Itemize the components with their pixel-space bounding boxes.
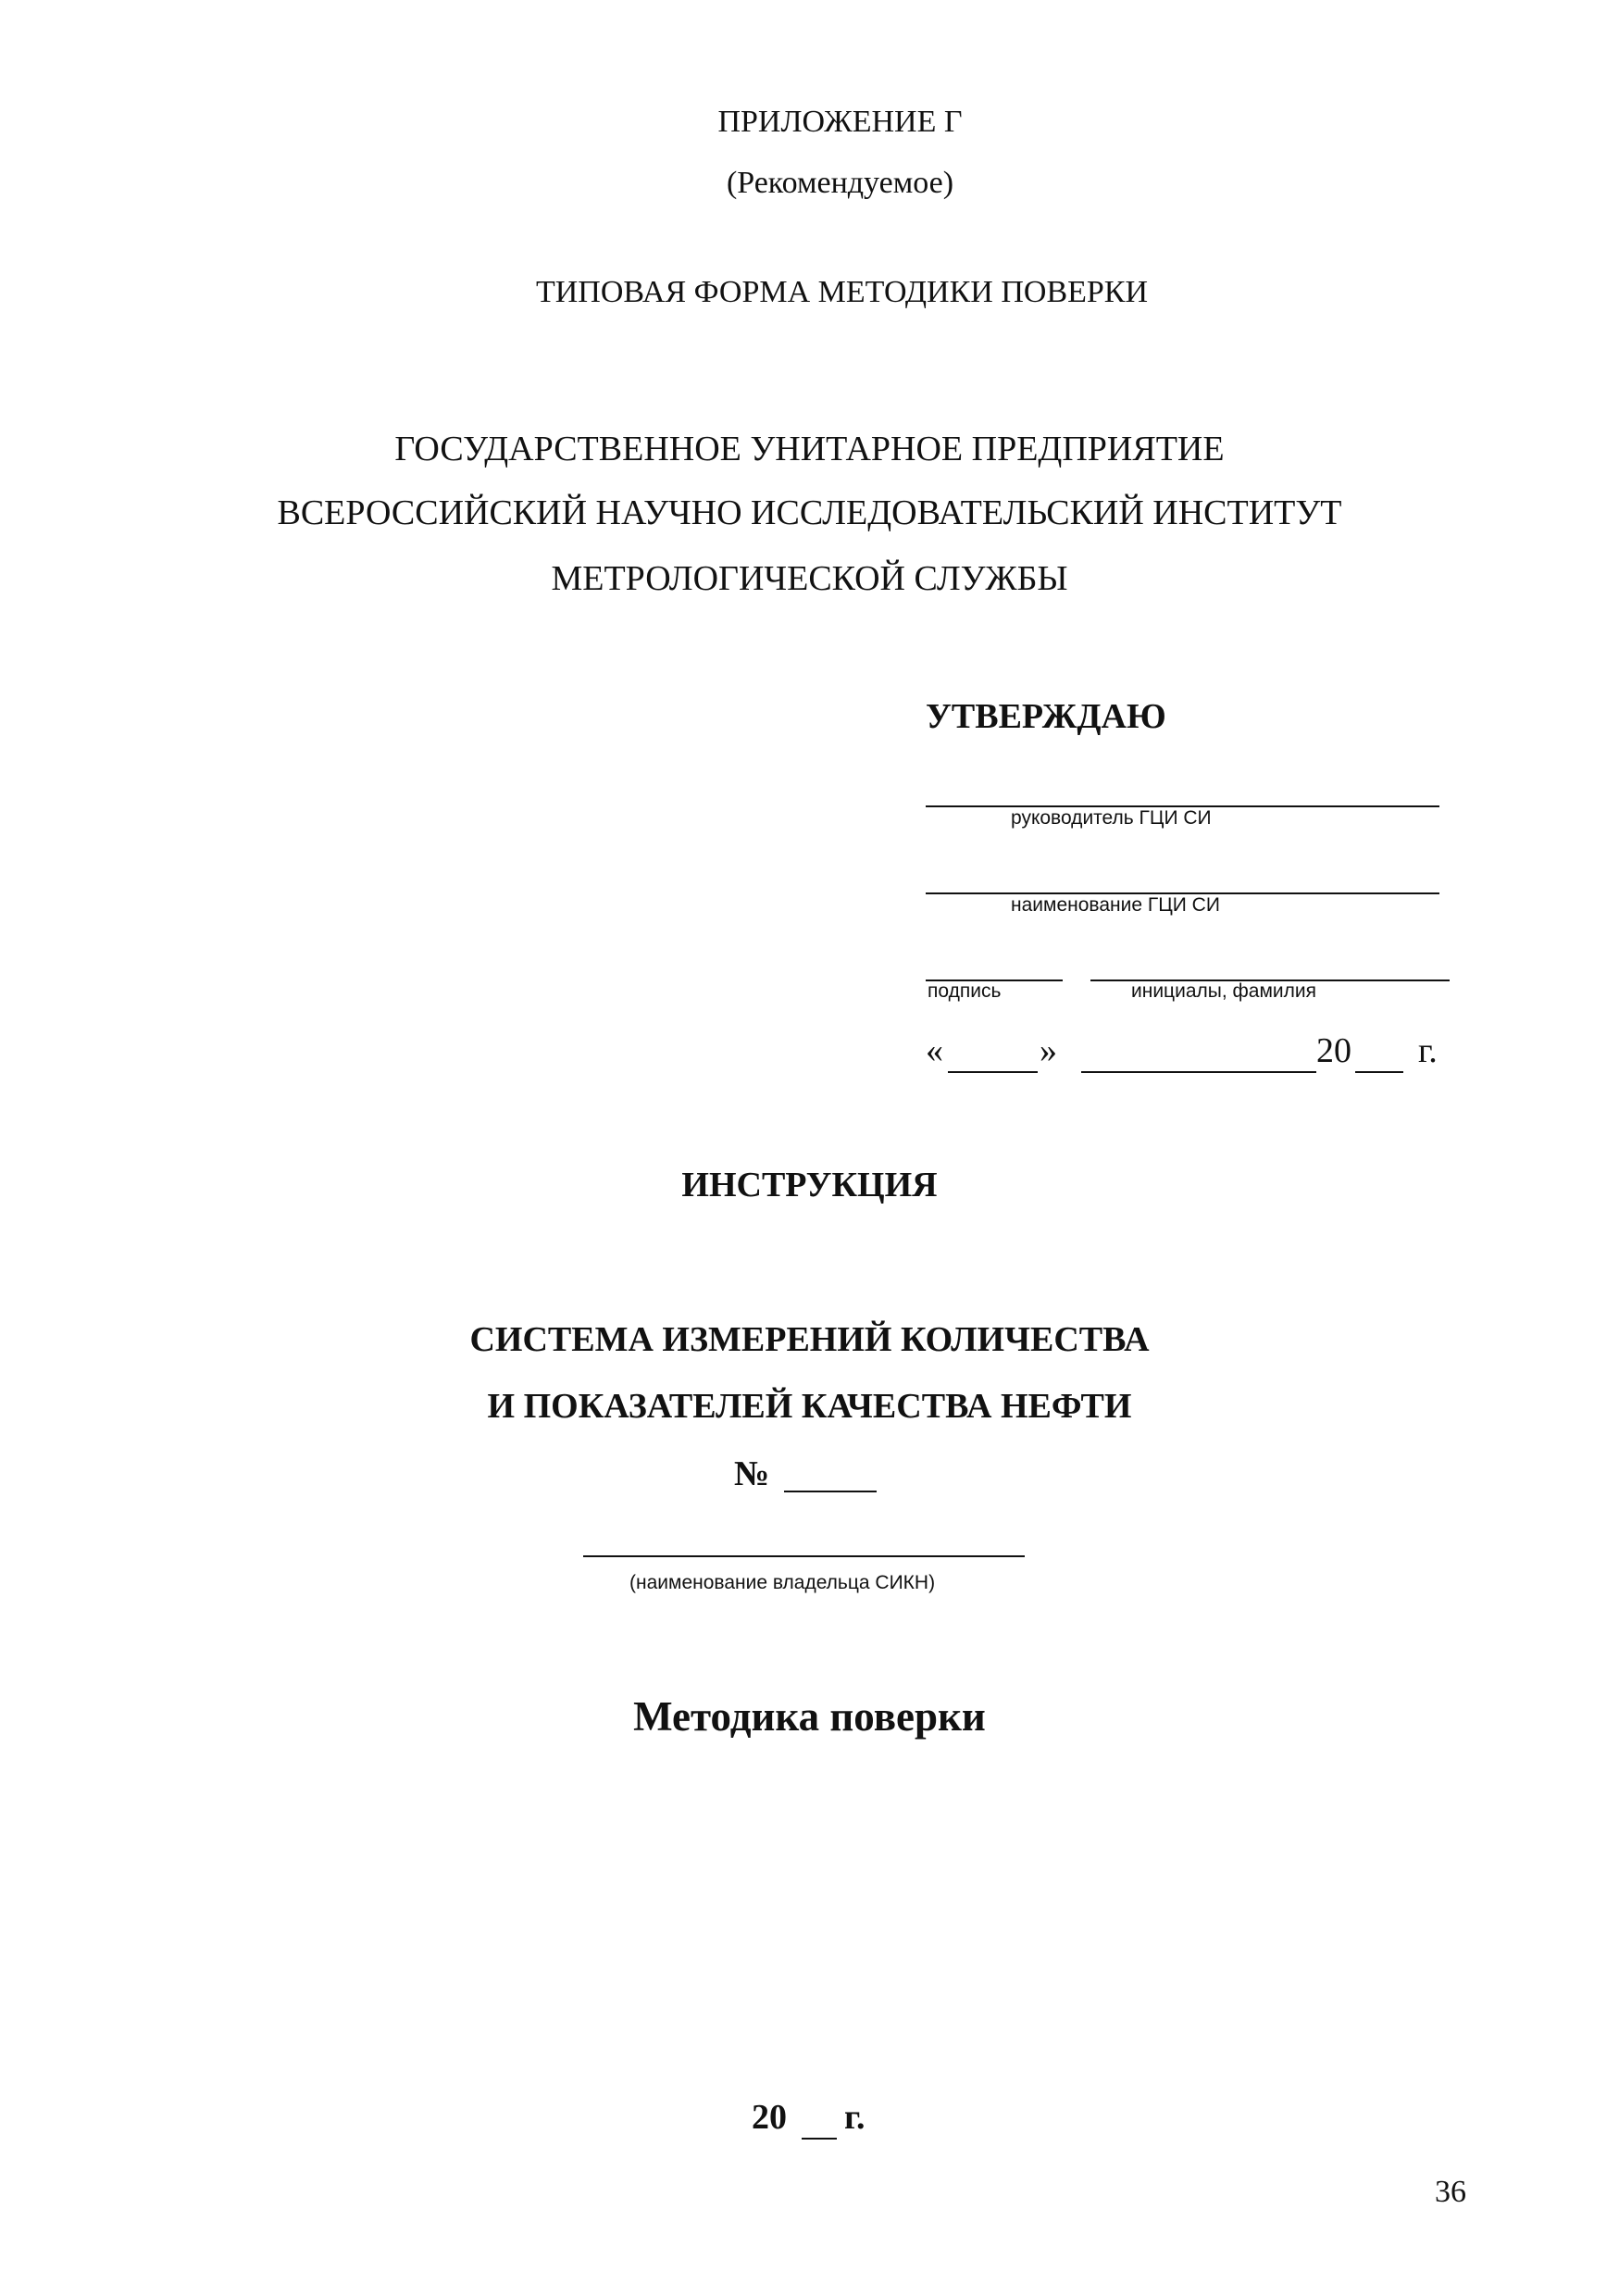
- date-close-quote: »: [1040, 1031, 1057, 1070]
- method-title: Методика поверки: [633, 1693, 986, 1740]
- owner-caption: (наименование владельца СИКН): [629, 1572, 936, 1593]
- document-number-line: [784, 1491, 877, 1492]
- organization-line-3: МЕТРОЛОГИЧЕСКОЙ СЛУЖБЫ: [551, 559, 1068, 598]
- document-type: ИНСТРУКЦИЯ: [681, 1166, 938, 1204]
- month-line: [1081, 1071, 1316, 1073]
- organization-name-caption: наименование ГЦИ СИ: [1011, 894, 1220, 916]
- date-year-suffix: г.: [1418, 1031, 1438, 1070]
- form-title: ТИПОВАЯ ФОРМА МЕТОДИКИ ПОВЕРКИ: [535, 275, 1149, 309]
- organization-line-1: ГОСУДАРСТВЕННОЕ УНИТАРНОЕ ПРЕДПРИЯТИЕ: [394, 430, 1225, 468]
- organization-line-2: ВСЕРОССИЙСКИЙ НАУЧНО ИССЛЕДОВАТЕЛЬСКИЙ ИНСТИТУТ: [277, 493, 1342, 532]
- recommended-label: (Рекомендуемое): [726, 166, 954, 200]
- document-number-sign: №: [734, 1454, 770, 1493]
- date-year-prefix: 20: [1316, 1031, 1351, 1070]
- date-open-quote: «: [926, 1031, 943, 1070]
- signature-caption: подпись: [928, 980, 1002, 1002]
- footer-year: [752, 2097, 900, 2143]
- footer-year-prefix: 20: [752, 2098, 787, 2137]
- owner-line: [583, 1555, 1025, 1557]
- head-caption: руководитель ГЦИ СИ: [1011, 807, 1212, 829]
- appendix-title: ПРИЛОЖЕНИЕ Г: [717, 105, 963, 139]
- document-title-line-1: СИСТЕМА ИЗМЕРЕНИЙ КОЛИЧЕСТВА: [469, 1320, 1150, 1359]
- approval-date-row: [926, 1030, 1463, 1077]
- approval-title: УТВЕРЖДАЮ: [926, 697, 1166, 736]
- document-title-line-2: И ПОКАЗАТЕЛЕЙ КАЧЕСТВА НЕФТИ: [487, 1387, 1132, 1426]
- footer-year-suffix: г.: [844, 2098, 866, 2137]
- page-number: 36: [1435, 2175, 1466, 2209]
- initials-caption: инициалы, фамилия: [1131, 980, 1316, 1002]
- footer-year-line: [802, 2138, 837, 2140]
- year-line: [1355, 1071, 1403, 1073]
- day-line: [948, 1071, 1038, 1073]
